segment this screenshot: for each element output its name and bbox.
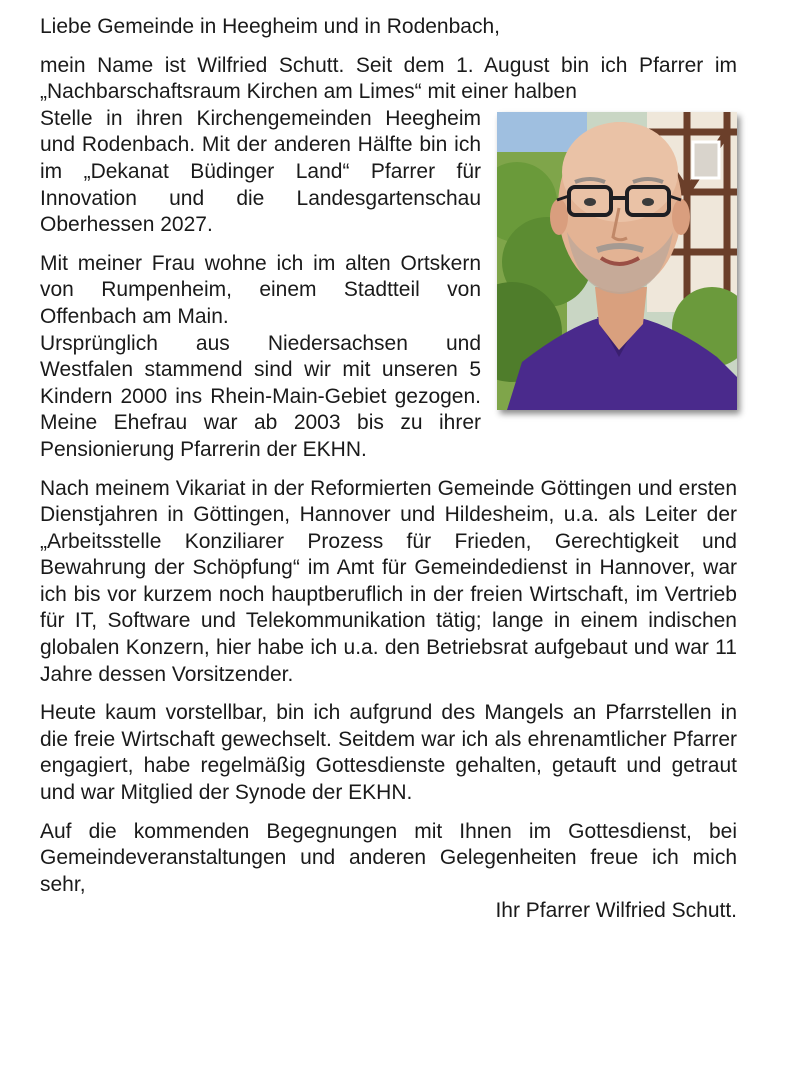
paragraph-volunteer: Heute kaum vorstellbar, bin ich aufgrund des Mangels an Pfarrstellen in die freie Wirtschaft gewechselt. Seitdem war ich als ehrenamtlicher Pfarrer engagiert, habe regelmäßig Gottesdienste gehalten, getauft und getraut und war Mitglied der Synode der EKHN.: [40, 701, 737, 805]
paragraph-intro-lead: mein Name ist Wilfried Schutt. Seit dem 1. August bin ich Pfarrer im „Nachbarschaftsraum Kirchen am Limes“ mit einer halben: [40, 53, 737, 104]
paragraph-origin-family: Ursprünglich aus Niedersachsen und Westfalen stammend sind wir mit unseren 5 Kindern 2000 ins Rhein-Main-Gebiet gezogen. Meine Ehefrau war ab 2003 bis zu ihrer Pensionierung Pfarrerin der EKHN.: [40, 331, 481, 461]
letter-page: [40, 14, 737, 925]
paragraph-intro-role: Stelle in ihren Kirchengemeinden Heegheim und Rodenbach. Mit der anderen Hälfte bin ich im „Dekanat Büdinger Land“ Pfarrer für Innovation und die Landesgartenschau Oberhessen 2027.: [40, 106, 481, 237]
portrait-image: [497, 112, 737, 410]
letter-signature: Ihr Pfarrer Wilfried Schutt.: [495, 899, 737, 923]
letter-greeting: Liebe Gemeinde in Heegheim und in Rodenbach,: [40, 15, 500, 38]
paragraph-residence: Mit meiner Frau wohne ich im alten Ortskern von Rumpenheim, einem Stadtteil von Offenbach am Main.: [40, 251, 481, 328]
paragraph-closing: Auf die kommenden Begegnungen mit Ihnen im Gottesdienst, bei Gemeindeveranstaltungen und anderen Gelegenheiten freue ich mich sehr,: [40, 819, 737, 896]
portrait-photo: [497, 112, 737, 410]
paragraph-career: Nach meinem Vikariat in der Reformierten Gemeinde Göttingen und ersten Dienstjahren in Göttingen, Hannover und Hildesheim, u.a. als Leiter der „Arbeitsstelle Konziliarer Prozess für Frieden, Gerechtigkeit und Bewahrung der Schöpfung“ im Amt für Gemeindedienst in Hannover, war ich bis vor kurzem noch hauptberuflich in der freien Wirtschaft, im Vertrieb für IT, Software und Telekommunikation tätig; lange in einem indischen globalen Konzern, hier habe ich u.a. den Betriebsrat aufgebaut und war 11 Jahre dessen Vorsitzender.: [40, 476, 737, 686]
